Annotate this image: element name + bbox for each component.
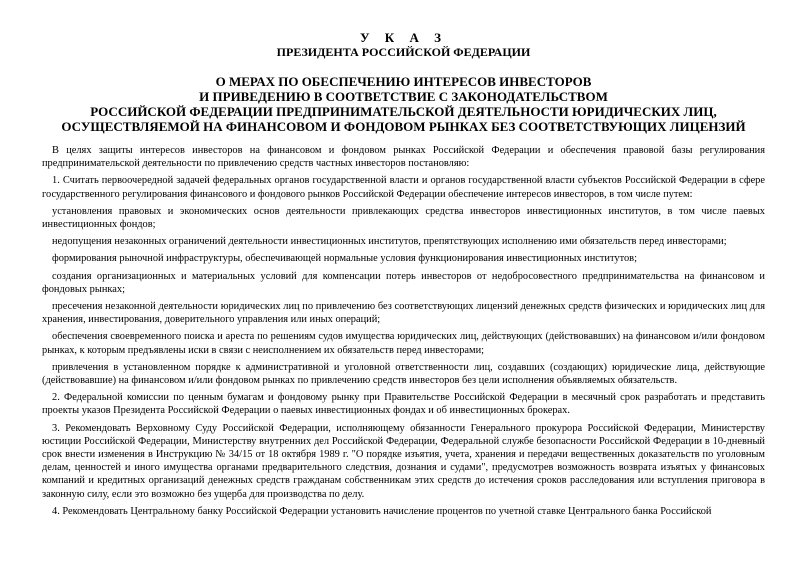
clause-1-item: недопущения незаконных ограничений деятельности инвестиционных институтов, препятствующих исполнению ими обязательств перед инвесторами; [52,236,727,248]
decree-label: У К А З [360,30,447,45]
issuer-label: ПРЕЗИДЕНТА РОССИЙСКОЙ ФЕДЕРАЦИИ [276,45,531,59]
document-body [42,144,765,518]
document-title [42,74,765,134]
clause-1: 1. Считать первоочередной задачей федеральных органов государственной власти и органов государственной власти субъектов Российской Федерации в сфере государственного регулирования финансового и фондового рынков Российской Федерации обеспечение интересов инвесторов, в том числе путем: [42,175,765,200]
title-line: ОСУЩЕСТВЛЯЕМОЙ НА ФИНАНСОВОМ И ФОНДОВОМ РЫНКАХ БЕЗ СООТВЕТСТВУЮЩИХ ЛИЦЕНЗИЙ [61,119,746,134]
clause-4: 4. Рекомендовать Центральному банку Российской Федерации установить начисление процентов по учетной ставке Центрального банка Российской [52,505,712,517]
document-heading [42,30,765,134]
clause-2: 2. Федеральной комиссии по ценным бумагам и фондовому рынку при Правительстве Российской Федерации в месячный срок разработать и представить проекты указов Президента Российской Федерации о паевых инвестиционных фондах и об инвестиционных брокерах. [42,392,765,417]
clause-1-item: привлечения в установленном порядке к административной и уголовной ответственности лиц, создавших (создающих) юридические лица, действующие (действовавшие) на финансовом и/или фондовом рынках по привлечению средств инвесторов без цели исполнения объявляемых обязательств. [42,361,765,387]
title-line: И ПРИВЕДЕНИЮ В СООТВЕТСТВИЕ С ЗАКОНОДАТЕЛЬСТВОМ [199,89,608,104]
clause-1-item: пресечения незаконной деятельности юридических лиц по привлечению без соответствующих лицензий денежных средств физических и юридических лиц для хранения, инвестирования, доверительного управления или иных операций; [42,301,765,326]
title-line: РОССИЙСКОЙ ФЕДЕРАЦИИ ПРЕДПРИНИМАТЕЛЬСКОЙ ДЕЯТЕЛЬНОСТИ ЮРИДИЧЕСКИХ ЛИЦ, [90,104,717,119]
clause-1-item: формирования рыночной инфраструктуры, обеспечивающей нормальные условия функционирования инвестиционных институтов; [52,253,637,265]
clause-1-item: создания организационных и материальных условий для компенсации потерь инвесторов от недобросовестного предпринимательства на финансовом и фондовых рынках; [42,270,765,295]
clause-1-item: обеспечения своевременного поиска и ареста по решениям судов имущества юридических лиц, действующих (действовавших) на финансовом и/или фондовом рынках, к которым предъявлены иски в связи с неисполнением их обязательств перед инвесторами; [42,331,765,356]
title-line: О МЕРАХ ПО ОБЕСПЕЧЕНИЮ ИНТЕРЕСОВ ИНВЕСТОРОВ [215,74,592,89]
preamble-paragraph: В целях защиты интересов инвесторов на финансовом и фондовом рынках Российской Федерации и обеспечения правовой базы регулирования предпринимательской деятельности по привлечению средств частных инвесторов постановляю: [42,145,765,170]
clause-1-item: установления правовых и экономических основ деятельности привлекающих средства инвесторов инвестиционных институтов, в том числе паевых инвестиционных фондов; [42,205,765,231]
clause-3: 3. Рекомендовать Верховному Суду Российской Федерации, исполняющему обязанности Генерального прокурора Российской Федерации, Министерству юстиции Российской Федерации, Министерству внутренних дел Российской Федерации, Федеральной службе безопасности Российской Федерации в 10-дневный срок внести изменения в Инструкцию № 34/15 от 18 октября 1989 г. "О порядке изъятия, учета, хранения и передачи вещественных доказательств по уголовным делам, ценностей и иного имущества органами предварительного следствия, дознания и судами", предусмотрев возможность возврата изъятых у финансовых компаний и кредитных организаций денежных средств гражданам собственникам этих средств до истечения сроков расследования или вступления приговора в законную силу, если это возможно без ущерба для производства по делу. [42,422,765,500]
